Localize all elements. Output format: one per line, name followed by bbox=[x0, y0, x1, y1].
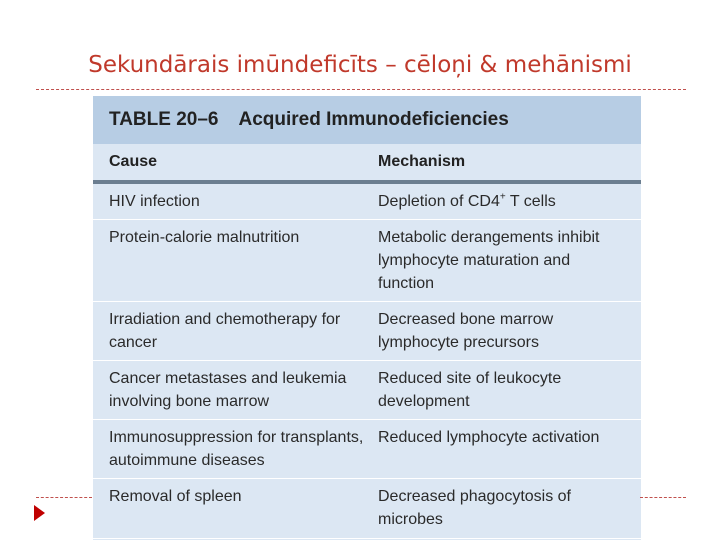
mechanism-line: Reduced lymphocyte activation bbox=[378, 429, 600, 446]
mechanism-line: Metabolic derangements inhibit bbox=[378, 229, 600, 246]
mechanism-cell bbox=[378, 308, 641, 354]
cause-line: Irradiation and chemotherapy for bbox=[109, 311, 341, 328]
mechanism-line: function bbox=[378, 275, 435, 292]
cause-cell bbox=[93, 426, 378, 472]
table-caption-text: Acquired Immunodeficiencies bbox=[238, 109, 509, 130]
cause-line: Immunosuppression for transplants, bbox=[109, 429, 364, 446]
footer-divider-left bbox=[36, 497, 92, 498]
table-header-row bbox=[93, 144, 641, 184]
cause-cell bbox=[93, 485, 378, 508]
table-row bbox=[93, 184, 641, 220]
table-row bbox=[93, 479, 641, 539]
header-cause: Cause bbox=[109, 153, 158, 170]
table-row bbox=[93, 302, 641, 361]
mechanism-line: lymphocyte precursors bbox=[378, 334, 539, 351]
cause-line: HIV infection bbox=[109, 193, 200, 210]
cause-line: autoimmune diseases bbox=[109, 452, 265, 469]
table-row bbox=[93, 220, 641, 302]
mechanism-line: development bbox=[378, 393, 470, 410]
mechanism-line: Reduced site of leukocyte bbox=[378, 370, 562, 387]
cause-line: Protein-calorie malnutrition bbox=[109, 229, 300, 246]
table-number: TABLE 20–6 bbox=[109, 109, 219, 130]
cause-cell bbox=[93, 367, 378, 413]
cause-line: cancer bbox=[109, 334, 158, 351]
table-row bbox=[93, 420, 641, 479]
superscript: + bbox=[499, 191, 506, 203]
mechanism-line: Decreased phagocytosis of bbox=[378, 488, 571, 505]
bullet-arrow-icon bbox=[34, 505, 45, 521]
title-divider bbox=[36, 89, 686, 90]
cause-cell bbox=[93, 226, 378, 249]
header-mechanism: Mechanism bbox=[378, 153, 466, 170]
mechanism-cell bbox=[378, 367, 641, 413]
footer-divider-right bbox=[640, 497, 686, 498]
cause-line: involving bone marrow bbox=[109, 393, 270, 410]
mechanism-text-tail: T cells bbox=[505, 193, 556, 210]
cause-line: Removal of spleen bbox=[109, 488, 242, 505]
slide-title: Sekundārais imūndeficīts – cēloņi & mehānismi bbox=[88, 52, 632, 78]
cause-cell bbox=[93, 190, 378, 213]
cause-line: Cancer metastases and leukemia bbox=[109, 370, 347, 387]
table-caption bbox=[93, 96, 641, 144]
mechanism-cell bbox=[378, 190, 641, 213]
mechanism-line: Decreased bone marrow bbox=[378, 311, 554, 328]
mechanism-cell bbox=[378, 485, 641, 531]
table-row bbox=[93, 361, 641, 420]
cause-cell bbox=[93, 308, 378, 354]
mechanism-line bbox=[378, 190, 633, 213]
mechanism-text: Depletion of CD4 bbox=[378, 193, 500, 210]
mechanism-line: microbes bbox=[378, 511, 443, 528]
acquired-immunodeficiencies-table bbox=[93, 96, 641, 540]
mechanism-line: lymphocyte maturation and bbox=[378, 252, 571, 269]
mechanism-cell bbox=[378, 226, 641, 295]
mechanism-cell bbox=[378, 426, 641, 449]
